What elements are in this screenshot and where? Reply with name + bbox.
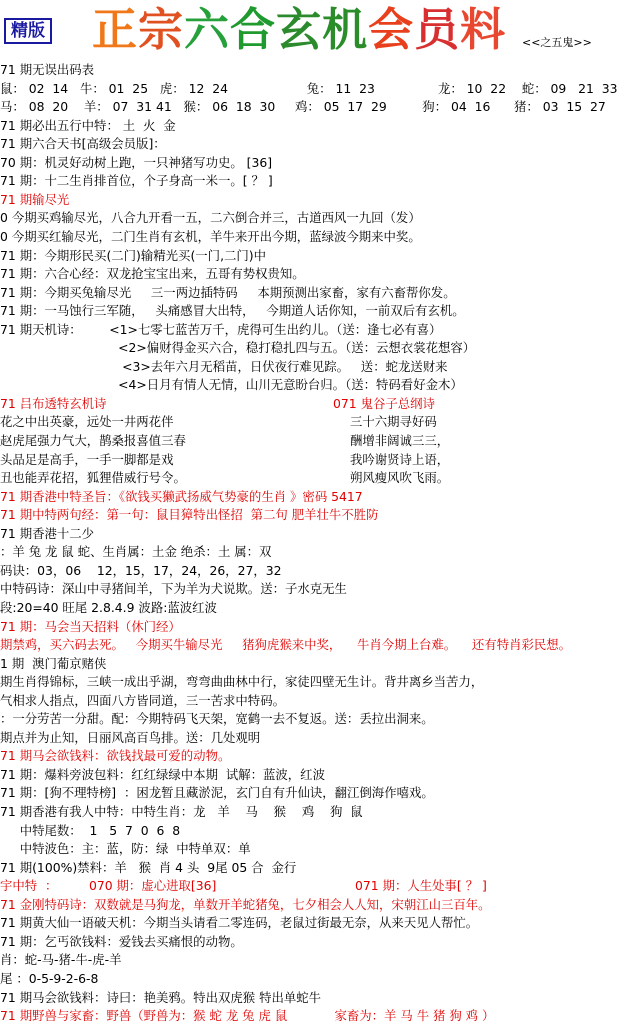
text-line — [0, 821, 621, 840]
text-line — [0, 264, 621, 283]
text-line-main: 71 期必出五行中特： 土 火 金 — [0, 118, 176, 133]
text-line-right: 朔风瘦风吹飞雨。 — [350, 470, 450, 485]
text-line — [0, 783, 621, 802]
text-line — [0, 246, 621, 265]
text-line — [0, 617, 621, 636]
title-char: 玄 — [276, 3, 323, 56]
text-line-main: 中特码诗：深山中寻猪间羊，下为羊为犬说欺。送：子水克无生 — [0, 581, 347, 596]
text-line — [0, 691, 621, 710]
text-line-main: <2>偏财得金买六合，稳打稳扎四与五。（送：云想衣裳花想容） — [0, 340, 476, 355]
text-line — [0, 1006, 621, 1025]
text-line — [0, 375, 621, 394]
text-line — [0, 524, 621, 543]
text-line-right: 我吟谢贤诗上语， — [350, 452, 450, 467]
text-line-main: 段:20=40 旺尾 2.8.4.9 波路:蓝波红波 — [0, 600, 217, 615]
text-line-main: 71 吕布透特玄机诗 — [0, 396, 107, 411]
text-line — [0, 913, 621, 932]
text-line — [0, 858, 621, 877]
text-line-main: 宇中特 ： 070 期：虚心进取[36] — [0, 878, 335, 893]
title-char: 六 — [184, 3, 231, 56]
text-line — [0, 561, 621, 580]
text-line-main: 头品足是高手，一手一脚都是戏 — [0, 452, 174, 467]
text-line-main: 71 期黄大仙一语破天机：今期当头请看二零连码，老鼠过街最无奈，从来天见人帮忙。 — [0, 915, 479, 930]
title-char: 员 — [414, 3, 461, 56]
text-line-main: 丑也能弄花招，狐狸借威行号令。 — [0, 470, 186, 485]
text-line-main: 71 期：爆料旁波包料：红红绿绿中本期 试解：蓝波，红波 — [0, 767, 325, 782]
text-line — [0, 654, 621, 673]
title-char: 会 — [368, 3, 415, 56]
text-line — [0, 505, 621, 524]
text-line-right: 三十六期寻好码 — [350, 414, 437, 429]
text-line — [0, 283, 621, 302]
text-line-main: 71 期野兽与家畜：野兽（野兽为：猴 蛇 龙 兔 虎 鼠 家畜为：羊 马 牛 猪 狗 鸡 ） — [0, 1008, 495, 1023]
text-line-main: 期禁鸡，买六码去死。 今期买牛输尽光 猪狗虎猴来中奖， 牛肖今期上台难。 还有特肖彩民想。 — [0, 637, 572, 652]
text-line-main: 0 今期买红输尽光，二门生肖有玄机，羊牛来开出今期，蓝绿波今期来中奖。 — [0, 229, 421, 244]
text-line — [0, 839, 621, 858]
text-line — [0, 728, 621, 747]
text-line — [0, 746, 621, 765]
title-char: 料 — [460, 3, 507, 56]
text-line — [0, 895, 621, 914]
text-line-main: 71 期：马会当天招料（休门经） — [0, 619, 181, 634]
text-line — [0, 134, 621, 153]
text-line — [0, 468, 621, 487]
text-line-main: 71 期马会欲钱料：欲钱找最可爱的动物。 — [0, 748, 231, 763]
text-line — [0, 190, 621, 209]
text-line-main: 71 期无误出码表 — [0, 62, 95, 77]
text-line-main: 1 期 澳门葡京赌侠 — [0, 656, 107, 671]
text-line — [0, 227, 621, 246]
text-line-main: 气相求人指点，四面八方皆同道，三一苦求中特码。 — [0, 693, 285, 708]
text-line-main: 71 期：一马蚀行三军随， 头痛感冒大出特， 今期道人话你知，一前双后有玄机。 — [0, 303, 465, 318]
text-line — [0, 579, 621, 598]
text-line-main: 中特波色：主：蓝，防：绿 中特单双：单 — [0, 841, 251, 856]
text-line-main: 71 期：[狗不理特榜] ：困龙暂且藏淤泥，玄门自有升仙诀，翻江倒海作嘻戏。 — [0, 785, 434, 800]
text-line-main: 71 期：十二生肖排首位，个子身高一米一。[ ？ ] — [0, 173, 273, 188]
text-line — [0, 709, 621, 728]
text-line-main: 71 期：六合心经：双龙抢宝宝出来，五哥有势权贵知。 — [0, 266, 305, 281]
text-line-main: 71 期：今期形民买(二门)输精光买(一门,二门)中 — [0, 248, 267, 263]
text-line-main: 71 期：今期买兔输尽光 三一两边插特码 本期预测出家畜，家有六畜帮你发。 — [0, 285, 456, 300]
text-line — [0, 542, 621, 561]
text-line-main: 肖：蛇-马-猪-牛-虎-羊 — [0, 952, 122, 967]
title-char: 宗 — [138, 3, 185, 56]
text-line — [0, 153, 621, 172]
text-line — [0, 635, 621, 654]
text-line-main: 期生肖得锦标，三峡一成出乎湖，弯弯曲曲林中行，家徒四壁无生计。背井离乡当苦力， — [0, 674, 484, 689]
text-line — [0, 672, 621, 691]
text-line-main: 71 期输尽光 — [0, 192, 70, 207]
text-line — [0, 208, 621, 227]
text-line — [0, 876, 621, 895]
page-subtitle: <<之五鬼>> — [522, 36, 592, 49]
text-line — [0, 357, 621, 376]
text-line-main: 鼠： 02 14 牛： 01 25 虎： 12 24 兔： 11 23 龙： 10 22 蛇： 09 21 33 — [0, 81, 618, 96]
text-line — [0, 412, 621, 431]
text-line-main: 尾 ：0-5-9-2-6-8 — [0, 971, 99, 986]
text-line — [0, 171, 621, 190]
text-line — [0, 487, 621, 506]
text-line — [0, 988, 621, 1007]
page-title — [92, 4, 506, 56]
text-line-main: <4>日月有情人无情，山川无意盼台归。（送：特码看好金木） — [0, 377, 463, 392]
text-line — [0, 79, 621, 98]
text-line — [0, 969, 621, 988]
title-char: 合 — [230, 3, 277, 56]
text-line-main: 71 期天机诗： <1>七零七蓝苦万千，虎得可生出约儿。（送：逢七必有喜） — [0, 322, 442, 337]
text-line-main: 0 今期买鸡输尽光，八合九开看一五，二六倒合并三，古道西风一九回（发） — [0, 210, 421, 225]
text-line-main: ：一分劳苦一分甜。配：今期特码飞天架，宽鹤一去不复返。送：丢拉出洞来。 — [0, 711, 434, 726]
text-line-main: 70 期：机灵好动树上跑，一只神猪写功史。 [36] — [0, 155, 273, 170]
text-line-main: 期点并为止知，日丽风高百鸟排。送：几处观明 — [0, 730, 261, 745]
text-line — [0, 60, 621, 79]
text-line-main: 码诀：03，06 12，15，17，24，26，27，32 — [0, 563, 282, 578]
text-line — [0, 97, 621, 116]
title-char: 正 — [92, 3, 139, 56]
text-line — [0, 431, 621, 450]
vip-badge: 精版 — [4, 18, 52, 44]
text-line-right: 071 期：人生处事[ ？ ] — [355, 878, 487, 893]
text-line-main: 马： 08 20 羊： 07 31 41 猴： 06 18 30 鸡： 05 17 29 狗： 04 16 猪： 03 15 27 — [0, 99, 606, 114]
text-line-main: ：羊 兔 龙 鼠 蛇、生肖属：土金 绝杀：土 属：双 — [0, 544, 272, 559]
text-line-main: 71 期：乞丐欲钱料：爱钱去买痛恨的动物。 — [0, 934, 243, 949]
text-line-right: 071 鬼谷子总纲诗 — [333, 396, 435, 411]
text-line-main: 71 期香港有我人中特：中特生肖：龙 羊 马 猴 鸡 狗 鼠 — [0, 804, 363, 819]
text-line — [0, 320, 621, 339]
text-line-main: 71 期马会欲钱料：诗曰：艳美鸦。特出双虎猴 特出单蛇牛 — [0, 990, 322, 1005]
text-line — [0, 338, 621, 357]
text-line — [0, 394, 621, 413]
text-line-main: 71 期香港十二少 — [0, 526, 95, 541]
text-line — [0, 450, 621, 469]
title-char: 机 — [322, 3, 369, 56]
text-line-main: 中特尾数： 1 5 7 0 6 8 — [0, 823, 181, 838]
text-line — [0, 301, 621, 320]
text-line-main: 赵虎尾强力气大，鹊桑报喜值三春 — [0, 433, 186, 448]
text-line — [0, 765, 621, 784]
text-line-main: <3>去年六月无稻苗，日伏夜行难见踪。 送：蛇龙送财来 — [0, 359, 448, 374]
text-line — [0, 802, 621, 821]
text-line-main: 花之中出英豪，远处一井两花伴 — [0, 414, 174, 429]
text-line — [0, 950, 621, 969]
text-line-main: 71 期香港中特圣旨：《欲钱买獭武扬威气势豪的生肖 》密码 5417 — [0, 489, 363, 504]
text-line-main: 71 期六合天书[高级会员版]： — [0, 136, 166, 151]
text-line-main: 71 期中特两句经：第一句：鼠目獐特出怪招 第二句 肥羊壮牛不胜防 — [0, 507, 379, 522]
text-line-main: 71 期(100%)禁料：羊 猴 肖 4 头 9尾 05 合 金行 — [0, 860, 297, 875]
text-line-main: 71 金刚特码诗：双数就是马狗龙，单数开羊蛇猪兔，七夕相会人人知，宋朝江山三百年。 — [0, 897, 491, 912]
text-line — [0, 116, 621, 135]
text-line — [0, 598, 621, 617]
text-line-right: 酬增非阔诚三三， — [350, 433, 450, 448]
text-line — [0, 932, 621, 951]
